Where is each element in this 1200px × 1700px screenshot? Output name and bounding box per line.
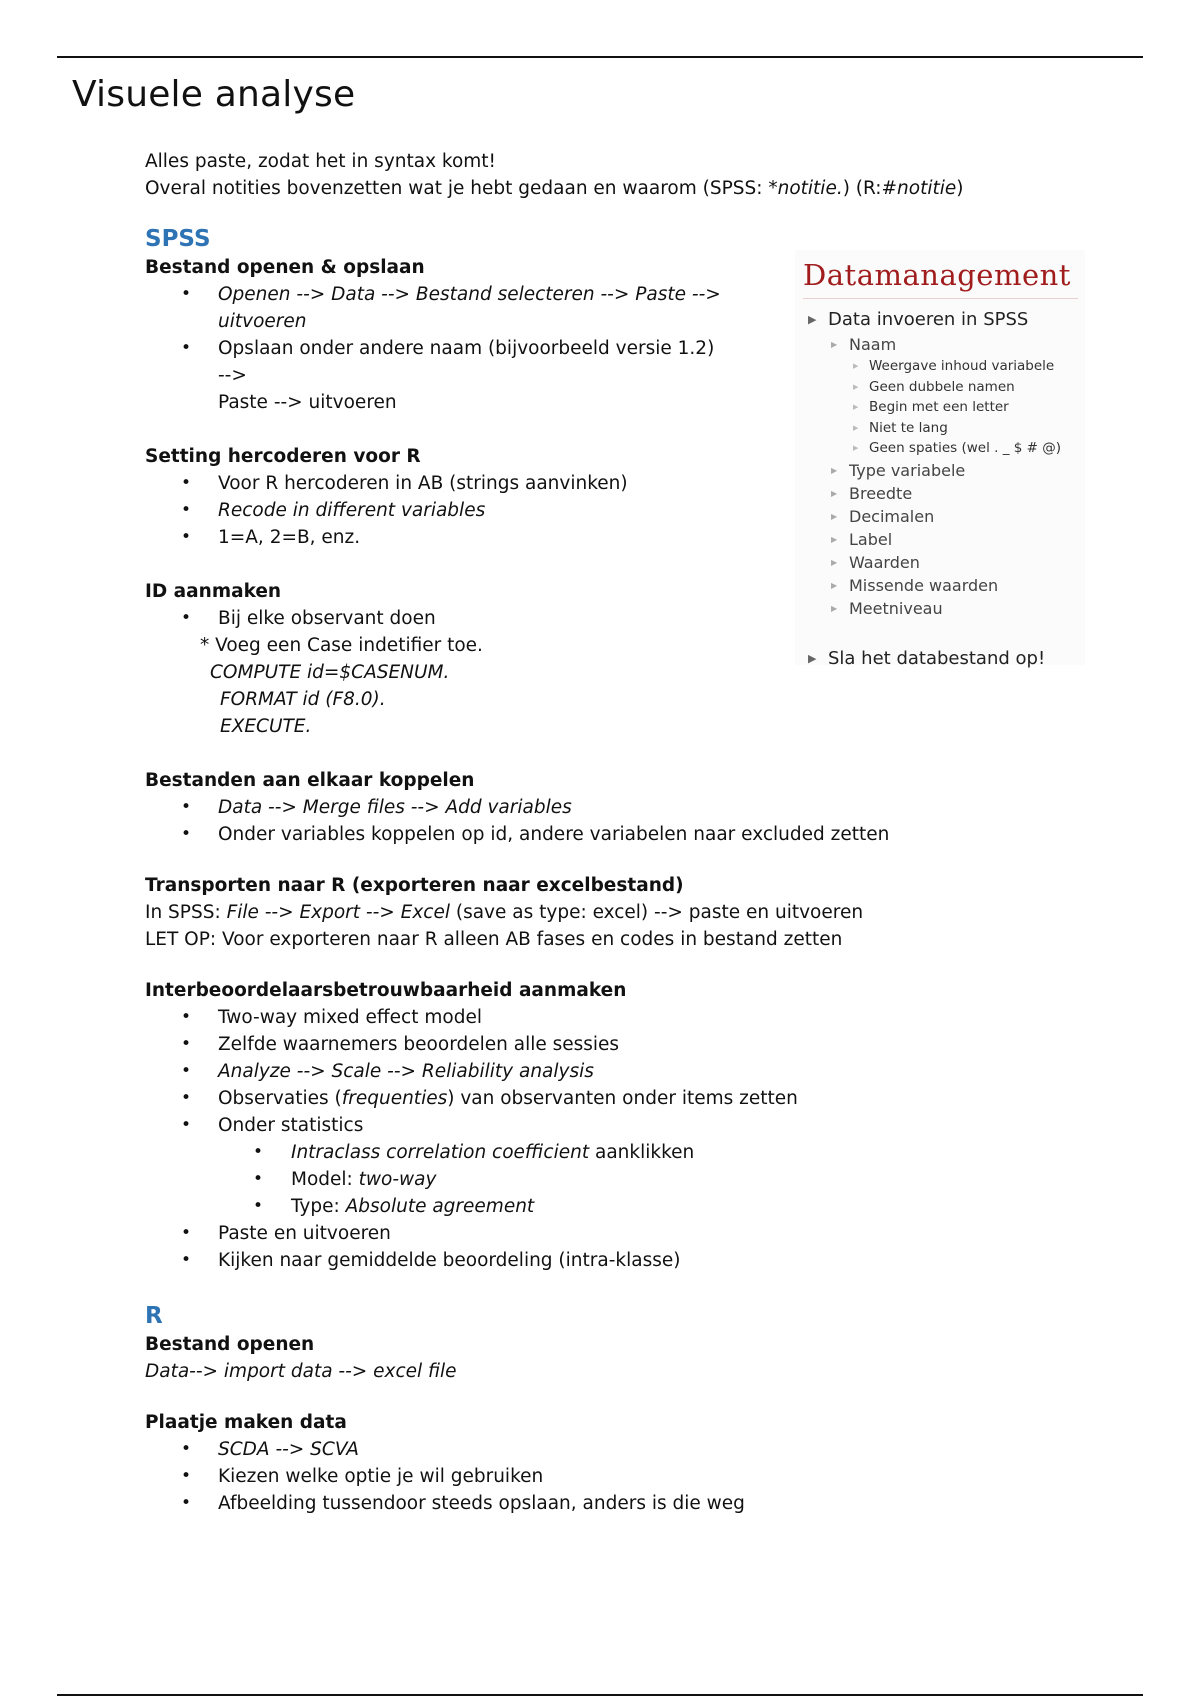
id-note: * Voeg een Case indetifier toe. <box>200 635 483 656</box>
triangle-bullet-icon: ▶ <box>853 403 859 411</box>
dm-subitem: ▶ Decimalen <box>831 506 935 526</box>
triangle-bullet-icon: ▶ <box>831 603 838 613</box>
merge-list <box>145 794 1075 848</box>
dm-item: ▶ Sla het databestand op! <box>795 646 1085 672</box>
datamanagement-slide-image <box>795 250 1085 669</box>
list-item: • Openen --> Data --> Bestand selecteren --> Paste --> uitvoeren <box>145 281 725 335</box>
open-save-list <box>145 281 725 416</box>
list-item: • Onder statistics <box>145 1112 1075 1139</box>
bottom-rule <box>57 1694 1143 1696</box>
triangle-bullet-icon: ▶ <box>831 557 838 567</box>
dm-subitem: ▶ Breedte <box>831 483 913 503</box>
list-item: • Bij elke observant doen <box>145 605 1075 632</box>
triangle-bullet-icon: ▶ <box>831 534 838 544</box>
dm-subitem: ▶ Naam <box>831 335 897 354</box>
dm-item: ▶ Data invoeren in SPSS <box>795 307 1085 333</box>
dm-subitem: ▶ Waarden <box>831 552 920 572</box>
open-save-heading: Bestand openen & opslaan <box>145 257 425 278</box>
triangle-bullet-icon: ▶ <box>853 382 859 391</box>
list-item: • Opslaan onder andere naam (bijvoorbeeld versie 1.2) --> Paste --> uitvoeren <box>145 335 725 416</box>
top-rule <box>57 56 1143 58</box>
dm-subitem: ▶ Type variabele <box>831 460 966 480</box>
export-line-2: LET OP: Voor exporteren naar R alleen AB fases en codes in bestand zetten <box>145 929 843 950</box>
code-line: FORMAT id (F8.0). <box>220 689 386 710</box>
dm-subitem: ▶ Label <box>831 529 893 549</box>
dm-subsubitem: ▶ Niet te lang <box>795 418 1085 439</box>
triangle-bullet-icon: ▶ <box>808 651 817 665</box>
triangle-bullet-icon: ▶ <box>831 488 838 498</box>
spss-section-title: SPSS <box>145 226 211 252</box>
triangle-bullet-icon: ▶ <box>831 580 838 590</box>
plot-heading: Plaatje maken data <box>145 1412 347 1433</box>
r-open-line: Data--> import data --> excel file <box>145 1361 457 1382</box>
triangle-bullet-icon: ▶ <box>853 423 859 432</box>
triangle-bullet-icon: ▶ <box>853 362 859 370</box>
dm-subsubitem: ▶ Begin met een letter <box>795 397 1085 418</box>
intro <box>145 148 1075 202</box>
list-item: • Paste en uitvoeren <box>145 1220 1075 1247</box>
triangle-bullet-icon: ▶ <box>831 340 838 349</box>
export-heading: Transporten naar R (exporteren naar excelbestand) <box>145 875 684 896</box>
sub-list-item: • Type: Absolute agreement <box>145 1193 1075 1220</box>
code-line: EXECUTE. <box>220 716 312 737</box>
datamanagement-title: Datamanagement <box>803 258 1071 292</box>
list-item: • Onder variables koppelen op id, andere variabelen naar excluded zetten <box>145 821 1075 848</box>
dm-subsubitem: ▶ Weergave inhoud variabele <box>795 356 1085 377</box>
irr-list <box>145 1004 1075 1274</box>
r-open-heading: Bestand openen <box>145 1334 315 1355</box>
dm-subsubitem: ▶ Geen spaties (wel . _ $ # @) <box>795 438 1085 459</box>
list-item: • Afbeelding tussendoor steeds opslaan, anders is die weg <box>145 1490 1075 1517</box>
triangle-bullet-icon: ▶ <box>853 444 859 452</box>
export-line-1: In SPSS: File --> Export --> Excel (save as type: excel) --> paste en uitvoeren <box>145 902 864 923</box>
list-item: • Zelfde waarnemers beoordelen alle sessies <box>145 1031 1075 1058</box>
triangle-bullet-icon: ▶ <box>808 313 817 326</box>
merge-heading: Bestanden aan elkaar koppelen <box>145 770 475 791</box>
triangle-bullet-icon: ▶ <box>831 465 838 475</box>
intro-line-1: Alles paste, zodat het in syntax komt! <box>145 151 496 172</box>
list-item: • Observaties (frequenties) van observanten onder items zetten <box>145 1085 1075 1112</box>
list-item: • Voor R hercoderen in AB (strings aanvinken) <box>145 470 1075 497</box>
sub-list-item: • Intraclass correlation coefficient aanklikken <box>145 1139 1075 1166</box>
triangle-bullet-icon: ▶ <box>831 511 838 521</box>
sub-list-item: • Model: two-way <box>145 1166 1075 1193</box>
id-heading: ID aanmaken <box>145 581 282 602</box>
list-item: • Recode in different variables <box>145 497 1075 524</box>
plot-list <box>145 1436 1075 1517</box>
page-title: Visuele analyse <box>72 74 356 115</box>
code-line: COMPUTE id=$CASENUM. <box>210 662 450 683</box>
list-item: • Two-way mixed effect model <box>145 1004 1075 1031</box>
dm-subitem: ▶ Meetniveau <box>831 598 943 618</box>
dm-subitem: ▶ Missende waarden <box>831 575 999 595</box>
list-item: • SCDA --> SCVA <box>145 1436 1075 1463</box>
intro-line-2: Overal notities bovenzetten wat je hebt gedaan en waarom (SPSS: *notitie.) (R:#notitie) <box>145 178 964 199</box>
dm-subsubitem: ▶ Geen dubbele namen <box>795 377 1085 398</box>
list-item: • Kiezen welke optie je wil gebruiken <box>145 1463 1075 1490</box>
list-item: • 1=A, 2=B, enz. <box>145 524 1075 551</box>
r-section-title: R <box>145 1303 163 1329</box>
irr-heading: Interbeoordelaarsbetrouwbaarheid aanmaken <box>145 980 627 1001</box>
list-item: • Analyze --> Scale --> Reliability analysis <box>145 1058 1075 1085</box>
list-item: • Kijken naar gemiddelde beoordeling (intra-klasse) <box>145 1247 1075 1274</box>
list-item: • Data --> Merge files --> Add variables <box>145 794 1075 821</box>
recode-heading: Setting hercoderen voor R <box>145 446 421 467</box>
